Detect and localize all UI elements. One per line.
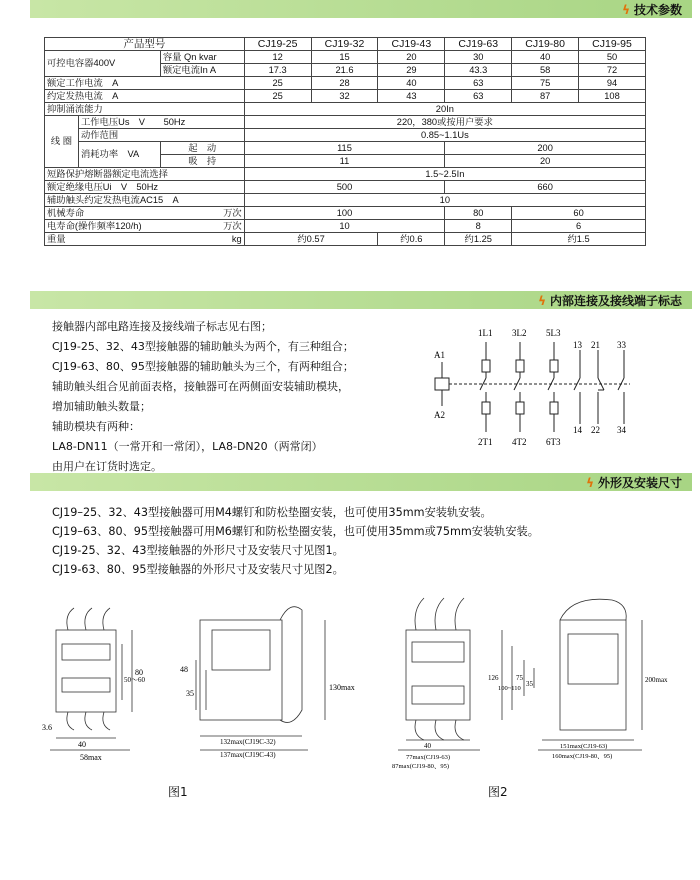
section-title: 外形及安装尺寸 bbox=[597, 476, 682, 490]
table-row bbox=[45, 77, 646, 90]
table-row bbox=[45, 220, 646, 233]
section-title: 内部连接及接线端子标志 bbox=[549, 294, 682, 308]
table-cell: 25 bbox=[244, 90, 311, 103]
table-cell: 8 bbox=[445, 220, 512, 233]
terminal-label: 6T3 bbox=[546, 437, 561, 447]
figure-1-label: 图1 bbox=[168, 785, 188, 799]
table-row bbox=[45, 38, 646, 51]
section-header-wiring bbox=[30, 291, 692, 309]
table-cell: 660 bbox=[445, 181, 646, 194]
terminal-label: 33 bbox=[617, 340, 626, 350]
terminal-label: A2 bbox=[434, 410, 445, 420]
row-label: 额定绝缘电压Ui V 50Hz bbox=[45, 181, 245, 194]
table-cell: 1.5~2.5In bbox=[244, 168, 645, 181]
terminal-label: 13 bbox=[573, 340, 582, 350]
table-cell: 约1.25 bbox=[445, 233, 512, 246]
table-cell: 10 bbox=[244, 194, 645, 207]
table-row bbox=[45, 142, 646, 155]
table-cell: 60 bbox=[512, 207, 646, 220]
table-row bbox=[45, 51, 646, 64]
table-cell: 10 bbox=[244, 220, 445, 233]
dim-label: 130max bbox=[329, 683, 355, 692]
terminal-label: 22 bbox=[591, 425, 600, 435]
table-cell: 17.3 bbox=[244, 64, 311, 77]
section-title: 技术参数 bbox=[633, 3, 682, 17]
dim-label: 137max(CJ19C-43) bbox=[220, 751, 276, 759]
dim-label: 35 bbox=[526, 680, 533, 688]
table-cell: 20 bbox=[445, 155, 646, 168]
terminal-label: 5L3 bbox=[546, 328, 561, 338]
row-label: 额定工作电流 A bbox=[45, 77, 245, 90]
table-cell: 200 bbox=[445, 142, 646, 155]
table-cell: 43.3 bbox=[445, 64, 512, 77]
table-cell: 108 bbox=[579, 90, 646, 103]
table-cell: 20In bbox=[244, 103, 645, 116]
table-cell: 115 bbox=[244, 142, 445, 155]
table-cell: 87 bbox=[512, 90, 579, 103]
dim-label: 48 bbox=[180, 665, 188, 674]
table-row bbox=[45, 207, 646, 220]
row-label: 可控电容器400V bbox=[45, 51, 161, 77]
table-row bbox=[45, 116, 646, 129]
table-cell: 25 bbox=[244, 77, 311, 90]
row-label: 额定电流In A bbox=[160, 64, 244, 77]
table-cell: 43 bbox=[378, 90, 445, 103]
dim-label: 132max(CJ19C-32) bbox=[220, 738, 276, 746]
table-row bbox=[45, 90, 646, 103]
dim-label: 50～60 bbox=[124, 676, 145, 684]
dim-label: 77max(CJ19-63) bbox=[406, 754, 451, 761]
table-cell: 28 bbox=[311, 77, 378, 90]
header-cell: CJ19-63 bbox=[445, 38, 512, 51]
circuit-diagram bbox=[430, 320, 650, 460]
figure-1-drawing bbox=[40, 600, 355, 770]
dim-label: 75 bbox=[516, 674, 523, 682]
row-label: 线 圈 bbox=[45, 116, 79, 168]
table-cell: 11 bbox=[244, 155, 445, 168]
row-label: 重量 kg bbox=[45, 233, 245, 246]
table-row bbox=[45, 103, 646, 116]
table-cell: 20 bbox=[378, 51, 445, 64]
table-cell: 80 bbox=[445, 207, 512, 220]
terminal-label: 4T2 bbox=[512, 437, 527, 447]
header-cell: CJ19-95 bbox=[579, 38, 646, 51]
table-cell: 500 bbox=[244, 181, 445, 194]
table-cell: 30 bbox=[445, 51, 512, 64]
terminal-label: 34 bbox=[617, 425, 626, 435]
bolt-icon: ϟ bbox=[538, 294, 546, 308]
terminal-label: 3L2 bbox=[512, 328, 527, 338]
table-row bbox=[45, 168, 646, 181]
table-cell: 15 bbox=[311, 51, 378, 64]
table-cell: 29 bbox=[378, 64, 445, 77]
row-label: 工作电压Us V 50Hz bbox=[78, 116, 244, 129]
table-cell: 100 bbox=[244, 207, 445, 220]
table-cell: 75 bbox=[512, 77, 579, 90]
table-cell: 32 bbox=[311, 90, 378, 103]
header-cell: CJ19-43 bbox=[378, 38, 445, 51]
table-cell: 约1.5 bbox=[512, 233, 646, 246]
terminal-label: A1 bbox=[434, 350, 445, 360]
row-label: 辅助触头约定发热电流AC15 A bbox=[45, 194, 245, 207]
dim-label: 3.6 bbox=[42, 723, 52, 732]
row-label: 容量 Qn kvar bbox=[160, 51, 244, 64]
table-cell: 50 bbox=[579, 51, 646, 64]
row-label: 消耗功率 VA bbox=[78, 142, 160, 168]
table-cell: 63 bbox=[445, 77, 512, 90]
table-row bbox=[45, 233, 646, 246]
dim-label: 40 bbox=[78, 740, 86, 749]
dim-label: 40 bbox=[424, 742, 431, 750]
row-label: 起 动 bbox=[160, 142, 244, 155]
table-cell: 72 bbox=[579, 64, 646, 77]
table-row bbox=[45, 129, 646, 142]
table-cell: 0.85~1.1Us bbox=[244, 129, 645, 142]
wiring-description: 接触器内部电路连接及接线端子标志见右图； CJ19-25、32、43型接触器的辅助触头为两个，有三种组合； CJ19-63、80、95型接触器的辅助触头为三个，有两种组合； 辅助触头组合见前面表格，接触器可在两侧面安装辅助模块， 增加辅助触头数量； 辅助模块有两种： LA8-DN11（一常开和一常闭），LA8-DN20（两常闭） 由用户在订货时选定。 bbox=[52, 320, 354, 473]
figure-2-label: 图2 bbox=[488, 785, 508, 799]
terminal-label: 21 bbox=[591, 340, 600, 350]
dim-label: 126 bbox=[488, 674, 499, 682]
row-label: 抑制涌流能力 bbox=[45, 103, 245, 116]
table-cell: 40 bbox=[512, 51, 579, 64]
header-cell: CJ19-25 bbox=[244, 38, 311, 51]
figure-2-drawing bbox=[392, 590, 692, 775]
table-row bbox=[45, 181, 646, 194]
section-header-dims bbox=[30, 473, 692, 491]
table-cell: 58 bbox=[512, 64, 579, 77]
table-cell: 220，380或按用户要求 bbox=[244, 116, 645, 129]
table-cell: 63 bbox=[445, 90, 512, 103]
dim-label: 151max(CJ19-63) bbox=[560, 743, 608, 750]
table-cell: 12 bbox=[244, 51, 311, 64]
row-label: 吸 持 bbox=[160, 155, 244, 168]
dim-label: 35 bbox=[186, 689, 194, 698]
table-cell: 21.6 bbox=[311, 64, 378, 77]
dim-label: 80 bbox=[135, 668, 143, 677]
spec-table bbox=[44, 37, 646, 246]
row-label: 动作范围 bbox=[78, 129, 244, 142]
table-cell: 约0.57 bbox=[244, 233, 378, 246]
row-label: 约定发热电流 A bbox=[45, 90, 245, 103]
section-header-tech bbox=[30, 0, 692, 18]
dim-label: 87max(CJ19-80、95) bbox=[392, 763, 450, 770]
row-label: 短路保护熔断器额定电流选择 bbox=[45, 168, 245, 181]
table-row bbox=[45, 194, 646, 207]
dim-label: 58max bbox=[80, 753, 102, 762]
row-label: 电寿命(操作频率120/h) 万次 bbox=[45, 220, 245, 233]
table-cell: 6 bbox=[512, 220, 646, 233]
terminal-label: 1L1 bbox=[478, 328, 493, 338]
table-cell: 约0.6 bbox=[378, 233, 445, 246]
header-cell: CJ19-32 bbox=[311, 38, 378, 51]
dim-label: 100~110 bbox=[498, 685, 521, 692]
header-cell: 产品型号 bbox=[45, 38, 245, 51]
dim-label: 200max bbox=[645, 676, 668, 684]
dim-label: 160max(CJ19-80、95) bbox=[552, 753, 613, 760]
table-cell: 40 bbox=[378, 77, 445, 90]
terminal-label: 14 bbox=[573, 425, 582, 435]
terminal-label: 2T1 bbox=[478, 437, 493, 447]
row-label: 机械寿命 万次 bbox=[45, 207, 245, 220]
bolt-icon: ϟ bbox=[586, 476, 594, 490]
bolt-icon: ϟ bbox=[622, 3, 630, 17]
header-cell: CJ19-80 bbox=[512, 38, 579, 51]
table-cell: 94 bbox=[579, 77, 646, 90]
dims-description: CJ19–25、32、43型接触器可用M4螺钉和防松垫圈安装，也可使用35mm安装轨安装。 CJ19–63、80、95型接触器可用M6螺钉和防松垫圈安装，也可使用35mm或75mm安装轨安装。 CJ19-25、32、43型接触器的外形尺寸及安装尺寸见图1。 CJ19-63、80、95型接触器的外形尺寸及安装尺寸见图2。 bbox=[52, 506, 539, 576]
